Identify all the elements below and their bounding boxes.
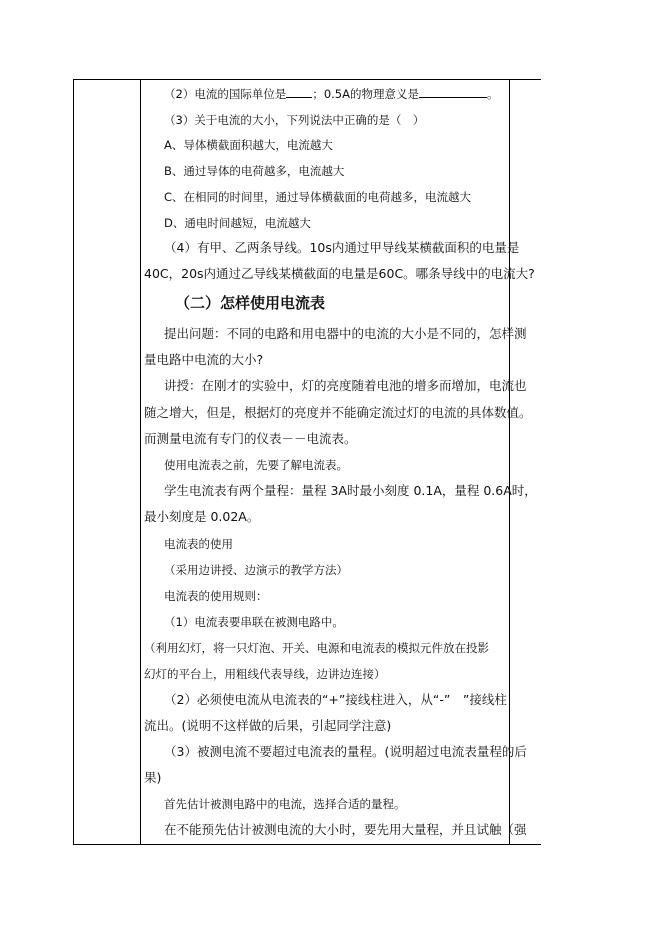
paragraph-lecture-line-3: 而测量电流有专门的仪表－－电流表。 <box>144 431 357 446</box>
question-4-line-2: 40C，20s内通过乙导线某横截面的电量是60C。哪条导线中的电流大? <box>144 266 535 281</box>
question-2-part-b: ；0.5A的物理意义是 <box>312 87 419 101</box>
paragraph-ranges-line-2: 最小刻度是 0.02A。 <box>144 509 260 524</box>
option-d: D、通电时间越短，电流越大 <box>164 216 311 230</box>
column-divider-left <box>140 79 141 844</box>
rule-3-line-2: 果) <box>144 770 162 785</box>
paragraph-rules-title: 电流表的使用规则： <box>164 589 268 603</box>
option-c: C、在相同的时间里，通过导体横截面的电荷越多，电流越大 <box>164 190 472 204</box>
paragraph-lecture-line-1: 讲授：在刚才的实验中，灯的亮度随着电池的增多而增加，电流也 <box>164 378 527 393</box>
answer-blank <box>419 86 487 98</box>
section-heading: （二）怎样使用电流表 <box>175 294 326 312</box>
paragraph-usage-title: 电流表的使用 <box>164 537 233 551</box>
paragraph-question-line-1: 提出问题：不同的电路和用电器中的电流的大小是不同的，怎样测 <box>164 326 527 341</box>
paragraph-ranges-line-1: 学生电流表有两个量程：量程 3A时最小刻度 0.1A，量程 0.6A时， <box>164 483 537 498</box>
rule-2-line-2: 流出。(说明不这样做的后果，引起同学注意) <box>144 718 392 733</box>
rule-3-line-1: （3）被测电流不要超过电流表的量程。(说明超过电流表量程的后 <box>164 744 527 759</box>
answer-blank <box>286 86 312 98</box>
paragraph-question-line-2: 量电路中电流的大小? <box>144 352 264 367</box>
question-2 <box>164 86 498 102</box>
question-2-part-c: 。 <box>486 87 499 101</box>
paragraph-large-range: 在不能预先估计被测电流的大小时，要先用大量程，并且试触（强 <box>164 822 527 837</box>
question-3: （3）关于电流的大小，下列说法中正确的是（ ） <box>164 113 425 127</box>
option-b: B、通过导体的电荷越多，电流越大 <box>164 164 345 178</box>
rule-1-note-line-2: 幻灯的平台上，用粗线代表导线，边讲边连接） <box>144 667 386 681</box>
option-a: A、导体横截面积越大，电流越大 <box>164 138 333 152</box>
paragraph-lecture-line-2: 随之增大，但是，根据灯的亮度并不能确定流过灯的电流的具体数值。 <box>144 405 532 420</box>
rule-2-line-1: （2）必须使电流从电流表的“+”接线柱进入，从“-” ”接线柱 <box>164 692 507 707</box>
rule-1: （1）电流表要串联在被测电路中。 <box>164 615 344 629</box>
rule-1-note-line-1: （利用幻灯，将一只灯泡、开关、电源和电流表的模拟元件放在投影 <box>144 641 489 655</box>
paragraph-method: （采用边讲授、边演示的教学方法） <box>164 563 348 577</box>
column-divider-right <box>509 79 510 844</box>
paragraph-intro: 使用电流表之前，先要了解电流表。 <box>164 458 348 472</box>
question-2-part-a: （2）电流的国际单位是 <box>164 87 287 101</box>
paragraph-estimate: 首先估计被测电路中的电流，选择合适的量程。 <box>164 797 406 811</box>
question-4-line-1: （4）有甲、乙两条导线。10s内通过甲导线某横截面积的电量是 <box>164 240 520 255</box>
